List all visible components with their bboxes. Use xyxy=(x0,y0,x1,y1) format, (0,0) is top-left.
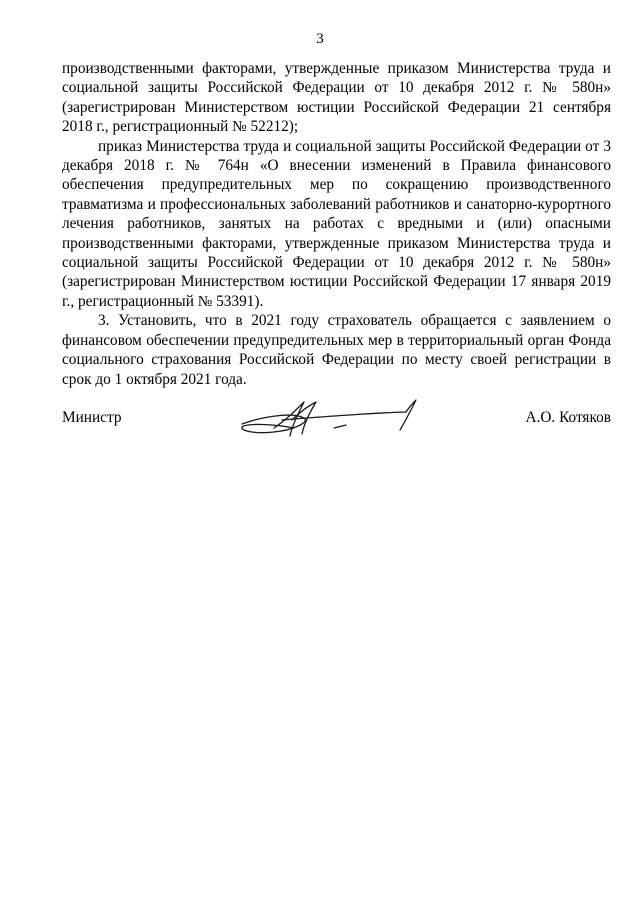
paragraph-order-764n: приказ Министерства труда и социальной защиты Российской Федерации от 3 декабря 2018 г. № 764н «О внесении изменений в Правила финансового обеспечения предупредительных мер по сокращению производственного травматизма и профессиональных заболеваний работников и санаторно-курортного лечения работников, занятых на работах с вредными и (или) опасными производственными факторами, утвержденные приказом Министерства труда и социальной защиты Российской Федерации от 10 декабря 2012 г. № 580н» (зарегистрирован Министерством юстиции Российской Федерации 17 января 2019 г., регистрационный № 53391). xyxy=(62,137,611,310)
paragraph-continuation: производственными факторами, утвержденные приказом Министерства труда и социальной защиты Российской Федерации от 10 декабря 2012 г. № 580н» (зарегистрирован Министерством юстиции Российской Федерации 21 сентября 2018 г., регистрационный № 52212); xyxy=(62,60,611,136)
page-number: 3 xyxy=(316,31,324,47)
signatory-name: А.О. Котяков xyxy=(525,409,611,426)
document-body xyxy=(62,59,611,389)
signature-block xyxy=(62,398,611,448)
paragraph-item-3: 3. Установить, что в 2021 году страхователь обращается с заявлением о финансовом обеспечении предупредительных мер в территориальный орган Фонда социального страхования Российской Федерации по месту своей регистрации в срок до 1 октября 2021 года. xyxy=(62,312,611,388)
handwritten-signature-icon xyxy=(234,398,424,442)
signatory-title: Министр xyxy=(62,409,122,426)
